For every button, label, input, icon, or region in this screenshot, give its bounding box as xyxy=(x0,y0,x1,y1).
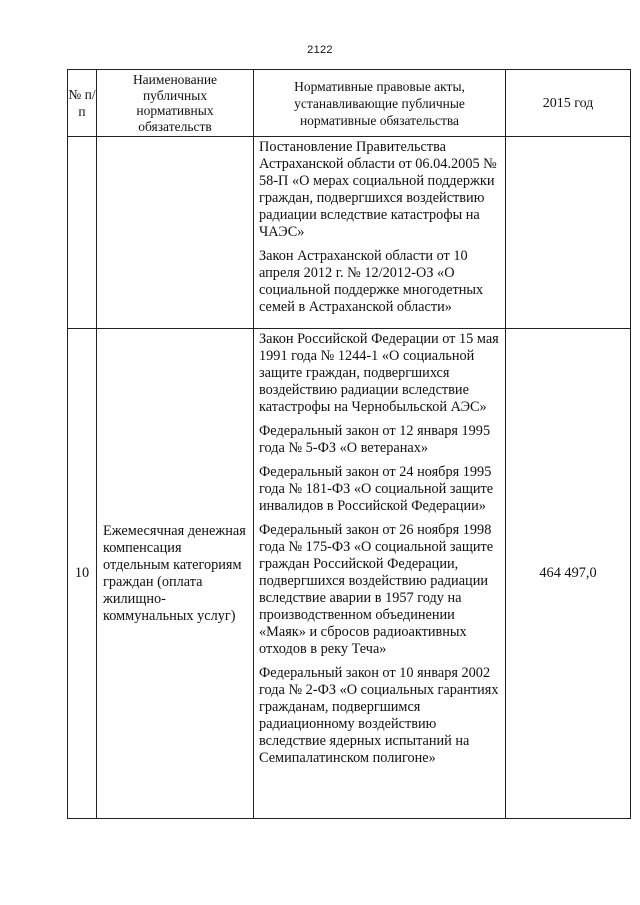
table-row-continued xyxy=(68,137,631,329)
row-name-cell xyxy=(97,137,254,329)
row-name-cell: Ежемесячная денежная компенсация отдельным категориям граждан (оплата жилищно-коммунальных услуг) xyxy=(97,329,254,819)
legal-act: Закон Российской Федерации от 15 мая 1991 года № 1244-1 «О социальной защите граждан, подвергшихся воздействию радиации вследствие катастрофы на Чернобыльской АЭС» xyxy=(259,331,499,415)
row-value-cell xyxy=(506,137,631,329)
row-value-cell: 464 497,0 xyxy=(506,329,631,819)
header-year: 2015 год xyxy=(506,70,631,137)
legal-act: Закон Астраханской области от 10 апреля 2012 г. № 12/2012-ОЗ «О социальной поддержке многодетных семей в Астраханской области» xyxy=(259,248,484,315)
legal-act: Федеральный закон от 10 января 2002 года № 2-ФЗ «О социальных гарантиях гражданам, подвергшимся радиационному воздействию вследствие ядерных испытаний на Семипалатинском полигоне» xyxy=(259,665,499,766)
table-row-10 xyxy=(68,329,631,819)
header-name: Наименование публичных нормативных обязательств xyxy=(97,70,254,137)
legal-act: Федеральный закон от 24 ноября 1995 года № 181-ФЗ «О социальной защите инвалидов в Российской Федерации» xyxy=(259,464,494,514)
header-num: № п/п xyxy=(68,70,97,137)
legal-act: Федеральный закон от 26 ноября 1998 года № 175-ФЗ «О социальной защите граждан Российской Федерации, подвергшихся воздействию радиации вследствие аварии в 1957 году на производственном объединении «Маяк» и сбросов радиоактивных отходов в реку Теча» xyxy=(259,522,494,657)
legal-act: Постановление Правительства Астраханской области от 06.04.2005 № 58-П «О мерах социальной поддержки граждан, подвергшихся воздействию радиации вследствие катастрофы на ЧАЭС» xyxy=(259,139,497,240)
legal-act: Федеральный закон от 12 января 1995 года № 5-ФЗ «О ветеранах» xyxy=(259,423,491,456)
obligations-table xyxy=(67,69,631,819)
row-acts-cell xyxy=(254,137,506,329)
row-num-cell xyxy=(68,137,97,329)
table-header-row xyxy=(68,70,631,137)
row-acts-cell xyxy=(254,329,506,819)
header-acts: Нормативные правовые акты, устанавливающие публичные нормативные обязательства xyxy=(254,70,506,137)
page-number: 2122 xyxy=(307,44,333,56)
row-num-cell: 10 xyxy=(68,329,97,819)
